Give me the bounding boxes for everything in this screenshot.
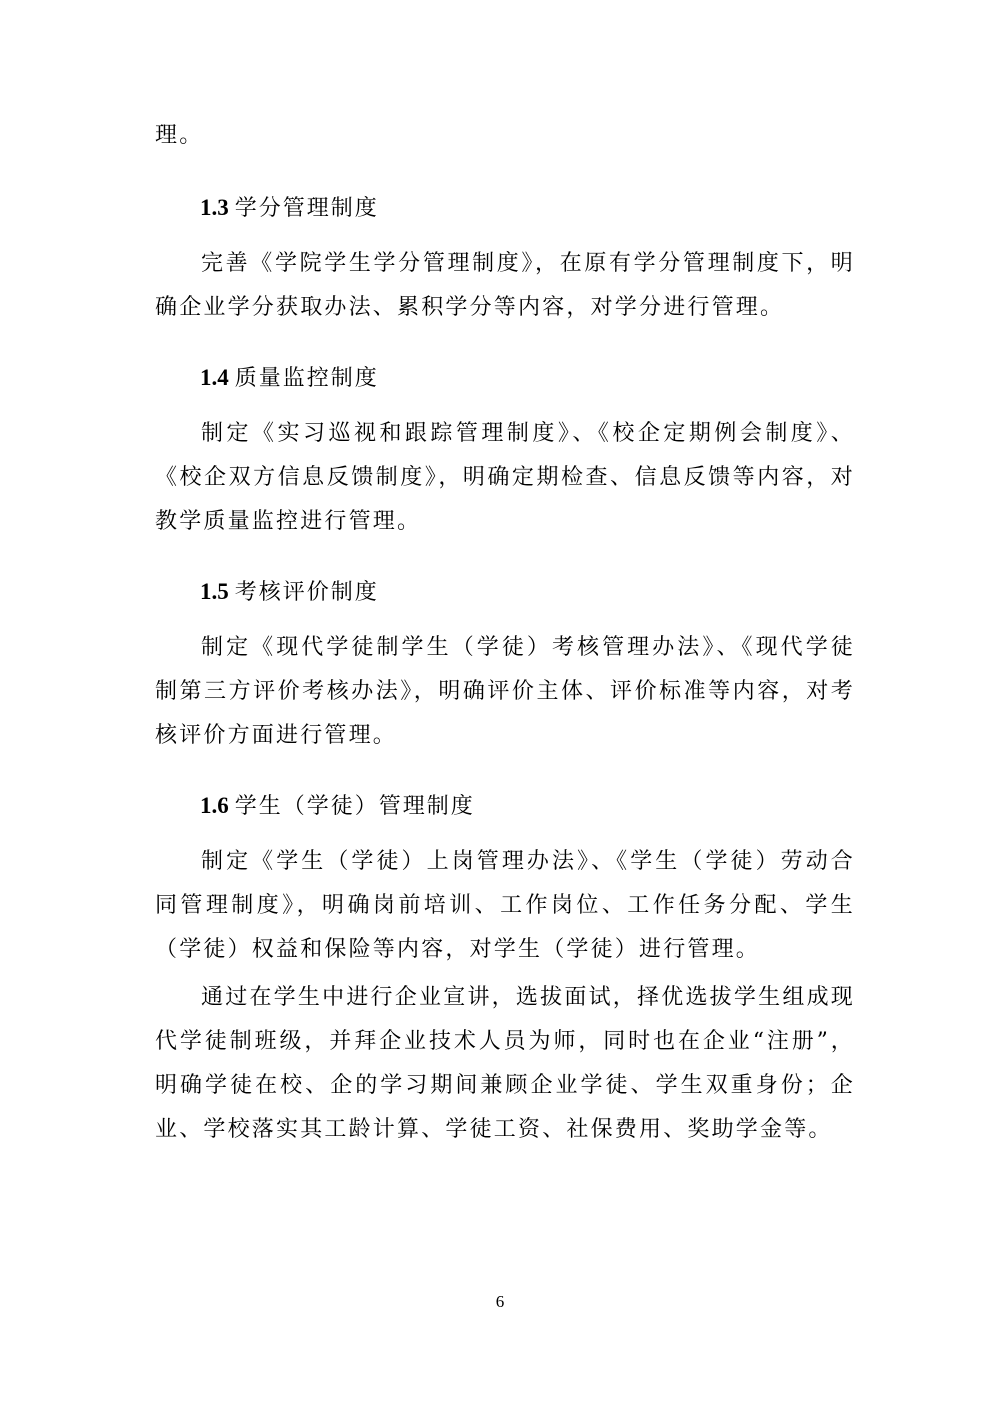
continuation-paragraph: 理。 bbox=[155, 123, 204, 148]
body-paragraph: 制定《学生（学徒）上岗管理办法》、《学生（学徒）劳动合同管理制度》，明确岗前培训、工作岗位、工作任务分配、学生（学徒）权益和保险等内容，对学生（学徒）进行管理。 bbox=[155, 849, 855, 962]
section-number: 1.6 bbox=[200, 793, 229, 818]
body-paragraph: 完善《学院学生学分管理制度》，在原有学分管理制度下，明确企业学分获取办法、累积学分等内容，对学分进行管理。 bbox=[155, 251, 855, 320]
section-title: 考核评价制度 bbox=[234, 580, 379, 605]
section-title: 学分管理制度 bbox=[234, 196, 379, 221]
section-title: 学生（学徒）管理制度 bbox=[234, 794, 475, 819]
section-heading-1-3 bbox=[200, 186, 379, 231]
section-number: 1.5 bbox=[200, 579, 229, 604]
section-title: 质量监控制度 bbox=[234, 366, 379, 391]
section-number: 1.3 bbox=[200, 195, 229, 220]
page-number: 6 bbox=[495, 1292, 505, 1311]
body-paragraph: 制定《现代学徒制学生（学徒）考核管理办法》、《现代学徒制第三方评价考核办法》，明确评价主体、评价标准等内容，对考核评价方面进行管理。 bbox=[155, 635, 855, 748]
section-number: 1.4 bbox=[200, 365, 229, 390]
body-paragraph: 通过在学生中进行企业宣讲，选拔面试，择优选拔学生组成现代学徒制班级，并拜企业技术人员为师，同时也在企业“注册”，明确学徒在校、企的学习期间兼顾企业学徒、学生双重身份；企业、学校落实其工龄计算、学徒工资、社保费用、奖助学金等。 bbox=[155, 985, 855, 1142]
section-heading-1-5 bbox=[200, 570, 379, 615]
section-heading-1-4 bbox=[200, 356, 379, 401]
body-paragraph: 制定《实习巡视和跟踪管理制度》、《校企定期例会制度》、《校企双方信息反馈制度》，明确定期检查、信息反馈等内容，对教学质量监控进行管理。 bbox=[155, 421, 855, 534]
section-heading-1-6 bbox=[200, 784, 475, 829]
